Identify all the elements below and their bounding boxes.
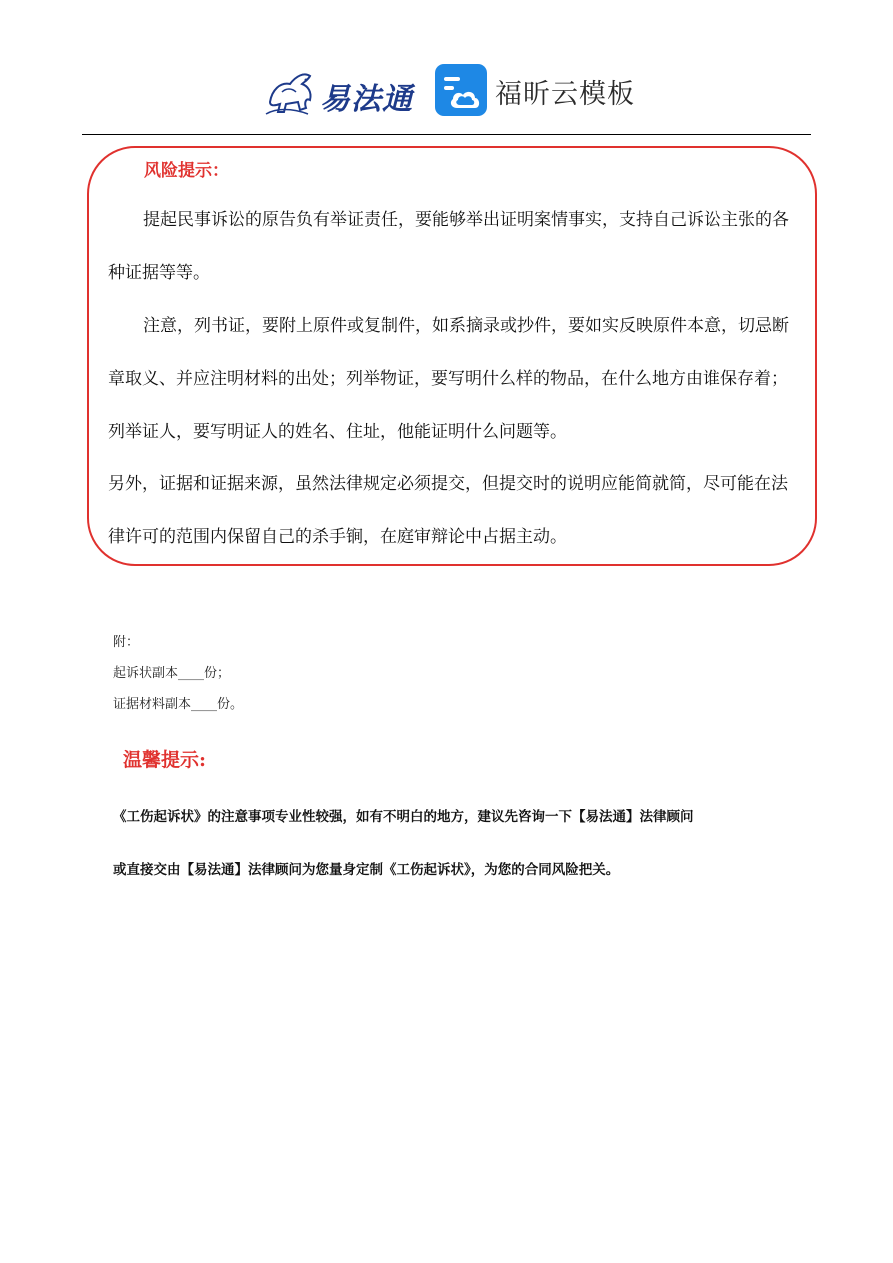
risk-tip-line: 种证据等等。 xyxy=(108,263,210,283)
yifatong-logo xyxy=(262,62,412,122)
warm-tip-title: 温馨提示: xyxy=(123,749,207,771)
risk-tip-title: 风险提示： xyxy=(144,161,229,181)
foxit-cloud-template-icon xyxy=(435,64,487,116)
risk-tip-line: 律许可的范围内保留自己的杀手锏，在庭审辩论中占据主动。 xyxy=(108,527,567,547)
warm-tip-line: 或直接交由【易法通】法律顾问为您量身定制《工伤起诉状》，为您的合同风险把关。 xyxy=(113,862,620,878)
risk-tip-line: 章取义、并应注明材料的出处；列举物证，要写明什么样的物品，在什么地方由谁保存着； xyxy=(108,369,788,389)
risk-tip-line: 提起民事诉讼的原告负有举证责任，要能够举出证明案情事实，支持自己诉讼主张的各 xyxy=(143,210,789,230)
foxit-cloud-template-text: 福昕云模板 xyxy=(495,79,635,110)
yifatong-logo-text: 易法通 xyxy=(320,82,413,117)
warm-tip-line: 《工伤起诉状》的注意事项专业性较强，如有不明白的地方，建议先咨询一下【易法通】法律顾问 xyxy=(113,809,694,825)
risk-tip-line: 另外，证据和证据来源，虽然法律规定必须提交，但提交时的说明应能简就简，尽可能在法 xyxy=(108,474,788,494)
attachment-item: 证据材料副本____份。 xyxy=(113,697,244,712)
attachments-heading: 附： xyxy=(113,635,140,650)
qilin-logo-icon xyxy=(262,62,322,122)
header-divider xyxy=(82,134,811,135)
attachment-item: 起诉状副本____份； xyxy=(113,666,231,681)
risk-tip-line: 注意，列书证，要附上原件或复制件，如系摘录或抄件，要如实反映原件本意，切忌断 xyxy=(143,316,789,336)
risk-tip-line: 列举证人，要写明证人的姓名、住址，他能证明什么问题等。 xyxy=(108,422,567,442)
page-header xyxy=(0,56,893,126)
